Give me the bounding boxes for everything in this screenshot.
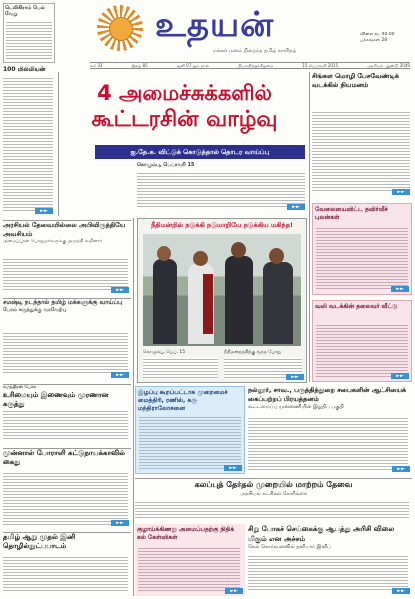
mid-story-1-headline: இழப்பு கூறப்பட்டாக முறைமைச் மைத்திரி, ரணில், கரு மந்திராலோசனை (138, 389, 228, 412)
right-story-2-headline: வேலையைவிட்ட தவிர்வீச் புலன்கள் (315, 206, 388, 221)
top-left-headline: டெலிகிராம் பெல் வேறு (5, 5, 45, 17)
left-story-3-headline: உரிமையும் இணைவும் முரணான கருத்து (3, 391, 109, 408)
price-text: விலை ரூ. 40.00 (360, 32, 395, 37)
pages-text: பக்கங்கள் 28 (360, 38, 388, 43)
dateline-item: நியாயிற்றுக்கிழமை (238, 63, 274, 68)
right-story-3 (312, 300, 412, 382)
mid-story-4-sub: நெல் கொள்வனவில் தனியார் இனிப் (248, 544, 332, 550)
top-left-box (3, 3, 55, 63)
left-story-2-headline: சமஷ்டி நடந்தால் தமிழ் மக்களுக்கு வாய்ப்பு (3, 299, 123, 306)
right-story-1-headline: சிங்கள மொழி பேசவேண்டிக் வடக்கில் நியமனம் (312, 72, 399, 89)
lead-headline-box (62, 80, 307, 138)
masthead (57, 3, 357, 61)
read-more-button[interactable]: ►► (392, 588, 410, 594)
left-story-3-sub: சுமந்திரன் பேச்சு (3, 385, 37, 390)
photo-story-box (137, 218, 307, 383)
left-story-2-sub: பேரம் சுருத்துக்கு வரவேற்பு (3, 307, 67, 313)
mid-story-5-headline: குழாய்க்கிணறு அமைப்பதற்கு நிதிக் கல் கேள்விகள் (137, 526, 235, 541)
read-more-button[interactable]: ►► (111, 372, 129, 378)
mid-story-2-sub: கூட்டமைப்பு முன்னணியின் இறுதிப் பகுதி (248, 404, 344, 410)
column-divider (58, 72, 59, 216)
read-more-button[interactable]: ►► (35, 208, 53, 214)
dateline-item: இதழ் 85 (131, 63, 148, 68)
mid-story-2 (248, 386, 412, 474)
dateline-item: 15 பெப்ரவரி 2015 (302, 63, 338, 68)
read-more-button[interactable]: ►► (391, 373, 409, 379)
mid-story-3 (135, 478, 412, 520)
lead-headline-line1: 4 அமைச்சுக்களில் (97, 81, 272, 105)
read-more-button[interactable]: ►► (391, 286, 409, 292)
left-story-1-sub: அமைப்புகள் பொதுமக்களுக்கு அருந்தி கூறினார் (3, 239, 103, 244)
dateline-item: ஜனி 07ஆம் நாள் (176, 63, 210, 68)
left-story-2 (3, 298, 131, 380)
photo-left-caption: கொழும்பு, பெப். 15 (143, 350, 186, 355)
price-box (360, 32, 410, 52)
lead-subhead: ஐ.தே.க. விட்டுக் கொடுத்தால் தொடர வாய்ப்பு (130, 148, 270, 156)
mid-story-4 (248, 524, 412, 596)
right-story-3-headline: வலி வடக்கின் தலைவர் வீட்டு (315, 303, 398, 310)
column-divider (133, 218, 134, 596)
left-number-box (3, 66, 55, 216)
mid-story-2-headline: நல்லூர், சாவ., பருத்தித்துறை சபைகளின் ஆட்சியைக் கைப்பற்றப் பிரயத்தனம் (248, 386, 407, 403)
lead-dateline: கொழும்பு, பெப்ரவரி 15 (137, 162, 195, 168)
left-story-5-headline: தமிழ் ஆறு முதல் இனி தொழில்நுட்பபாடம் (3, 533, 76, 550)
mid-story-1 (135, 386, 245, 474)
lead-subhead-bar (95, 145, 305, 159)
read-more-button[interactable]: ►► (286, 374, 304, 380)
read-more-button[interactable]: ►► (392, 189, 410, 195)
left-story-4 (3, 448, 131, 528)
masthead-title: உதயன் (155, 5, 275, 45)
left-story-5 (3, 532, 131, 596)
read-more-button[interactable]: ►► (111, 520, 129, 526)
dateline-item: கூர் 33 (90, 63, 103, 68)
left-story-3 (3, 384, 131, 444)
photo-story-headline: நீதிமன்றில் நடுக்கி நடுமாறியே நடுக்கிய மகிந்த! (151, 221, 293, 229)
column-divider (309, 72, 310, 382)
mid-story-3-headline: கலப்புத் தேர்தல் முறையில் மாற்றம் தேவை (194, 480, 353, 489)
left-number: 100 மில்லியன் (3, 66, 46, 73)
sun-logo-icon (97, 5, 143, 51)
masthead-tagline: மக்கள் மனம் நிறைந்த தமிழ் நாளிதழ் (212, 48, 297, 54)
photo-right-caption: நீதிமன்றத்திற்கு வந்த போது (224, 350, 282, 355)
read-more-button[interactable]: ►► (392, 466, 410, 472)
news-photo (143, 234, 301, 346)
read-more-button[interactable]: ►► (225, 588, 243, 594)
lead-body (137, 162, 307, 212)
left-story-4-headline: முன்னாள் போராளி கட்டுநாயக்காவில் கைது (3, 449, 125, 466)
right-story-1 (312, 72, 412, 197)
mid-story-4-headline: சிறு போகச் செய்கைக்கு ஆபத்து அரிசி விலை மிகும் என அச்சம் (248, 525, 395, 543)
read-more-button[interactable]: ►► (287, 204, 305, 210)
right-story-2 (312, 203, 412, 295)
lead-headline-line2: கூட்டரசின் வாழ்வு (91, 107, 278, 132)
read-more-button[interactable]: ►► (111, 287, 129, 293)
mid-story-5 (135, 524, 245, 596)
dateline-item: அரசியல் ஆண்டு 2049 (367, 63, 410, 68)
read-more-button[interactable]: ►► (224, 465, 242, 471)
mid-story-3-sub: அரசியல் கட்சிகள் கோரிக்கை (240, 491, 307, 497)
left-story-1 (3, 220, 131, 295)
dateline-bar (90, 62, 410, 69)
left-story-1-headline: அரசியல் தேவையில்லை அபிவிருத்தியே அவசியம் (3, 221, 126, 238)
